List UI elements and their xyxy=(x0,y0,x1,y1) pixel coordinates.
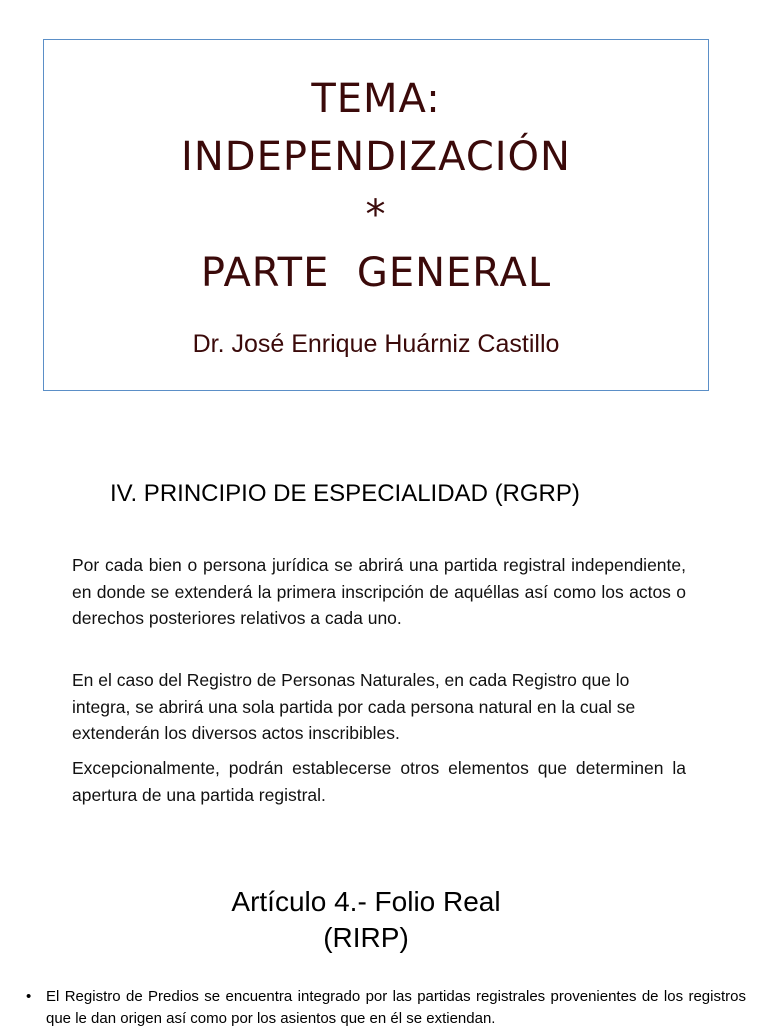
bullet-text: El Registro de Predios se encuentra integrado por las partidas registrales provenientes de los registros que le dan origen así como por los asientos que en él se extiendan. xyxy=(46,988,746,1027)
title-line-independizacion: INDEPENDIZACIÓN xyxy=(181,134,571,180)
bullet-icon: • xyxy=(26,988,32,1005)
list-item xyxy=(26,986,756,1030)
paragraph-2: En el caso del Registro de Personas Naturales, en cada Registro que lo integra, se abrirá una sola partida por cada persona natural en la cual se extenderán los diversos actos inscribibles. xyxy=(72,670,636,743)
title-line-tema: TEMA: xyxy=(311,76,441,122)
title-line-asterisk: * xyxy=(365,192,387,238)
article-heading-line1: Artículo 4.- Folio Real xyxy=(231,886,501,917)
cover-title xyxy=(44,70,708,302)
article-heading xyxy=(0,884,732,956)
article-heading-line2: (RIRP) xyxy=(323,922,409,953)
author-name: Dr. José Enrique Huárniz Castillo xyxy=(192,330,560,358)
paragraph-3: Excepcionalmente, podrán establecerse otros elementos que determinen la apertura de una partida registral. xyxy=(72,758,686,805)
cover-slide xyxy=(43,39,709,391)
paragraph-1: Por cada bien o persona jurídica se abrirá una partida registral independiente, en donde se extenderá la primera inscripción de aquéllas así como los actos o derechos posteriores relativos a cada uno. xyxy=(72,555,686,628)
section-heading: IV. PRINCIPIO DE ESPECIALIDAD (RGRP) xyxy=(110,480,580,507)
title-line-parte-general: PARTE GENERAL xyxy=(200,250,552,296)
